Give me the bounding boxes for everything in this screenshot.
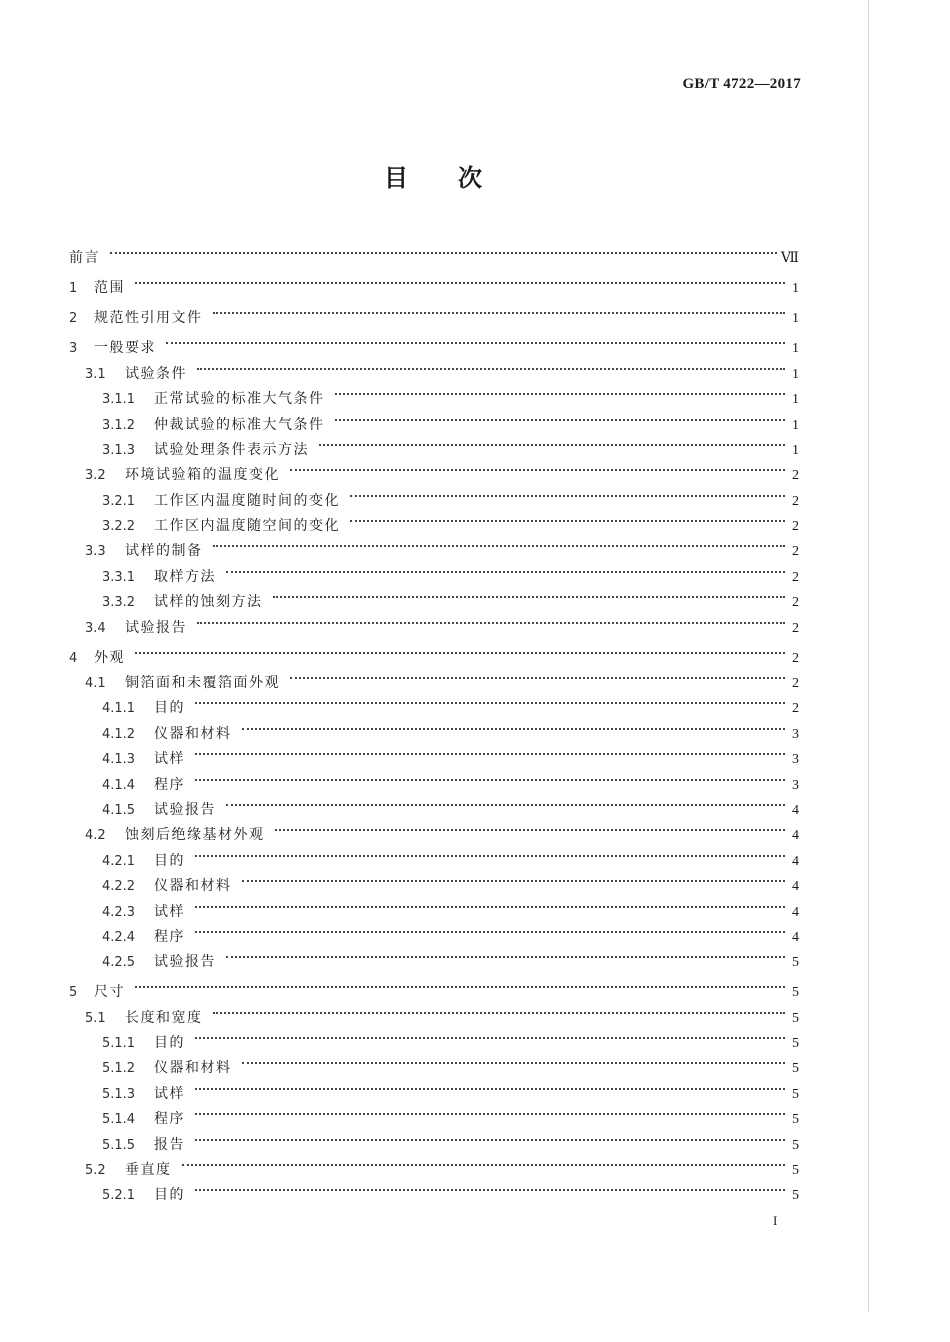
toc-entry[interactable] (69, 1174, 799, 1204)
toc-entry-label: 工作区内温度随空间的变化 (154, 518, 340, 535)
toc-entry-number: 3.1.3 (102, 442, 136, 458)
toc-entry-page: 5 (792, 1036, 799, 1052)
toc-entry-number: 4.1.3 (102, 752, 136, 768)
toc-dot-leader (191, 738, 789, 763)
toc-entry[interactable] (69, 636, 799, 666)
toc-title-right: 次 (458, 164, 484, 192)
toc-entry-label: 仪器和材料 (154, 1060, 232, 1077)
toc-entry-label: 试验报告 (125, 619, 187, 636)
toc-entry-number: 4.2.4 (102, 929, 136, 945)
toc-entry-label: 试验报告 (154, 954, 216, 971)
toc-entry-page: 1 (792, 366, 799, 382)
toc-dot-leader (238, 1047, 790, 1072)
toc-entry-page: 2 (792, 650, 799, 666)
toc-entry-label: 规范性引用文件 (94, 310, 203, 327)
toc-entry-number: 5.1.1 (102, 1036, 136, 1052)
toc-entry-page: 5 (792, 1112, 799, 1128)
toc-entry-number: 4.1.1 (102, 701, 136, 717)
toc-dot-leader (331, 378, 790, 403)
toc-entry-page: 2 (792, 468, 799, 484)
toc-dot-leader (346, 479, 789, 504)
toc-entry-page: 5 (792, 1086, 799, 1102)
toc-entry-label: 铜箔面和未覆箔面外观 (125, 675, 280, 692)
toc-entry-number: 5.2.1 (102, 1188, 136, 1204)
toc-title (0, 158, 868, 193)
toc-entry-page: 2 (792, 676, 799, 692)
toc-entry-page: 2 (792, 569, 799, 585)
toc-dot-leader (346, 505, 789, 530)
toc-entry-page: 5 (792, 1137, 799, 1153)
toc-entry-number: 3.2.2 (102, 519, 136, 535)
toc-entry-page: 2 (792, 544, 799, 560)
toc-dot-leader (209, 530, 790, 555)
toc-entry-label: 试验报告 (154, 801, 216, 818)
toc-entry-number: 3.2.1 (102, 493, 136, 509)
toc-entry-number: 4.2.3 (102, 904, 136, 920)
toc-dot-leader (222, 789, 789, 814)
footer-page-number: I (773, 1213, 778, 1228)
toc-entry-page: 2 (792, 701, 799, 717)
toc-entry-number: 4.1.4 (102, 777, 136, 793)
toc-entry-label: 试样 (154, 1085, 185, 1102)
toc-dot-leader (222, 941, 789, 966)
toc-dot-leader (286, 454, 789, 479)
toc-entry-label: 长度和宽度 (125, 1009, 203, 1026)
toc-entry-page: 1 (792, 311, 799, 327)
toc-entry-number: 3.2 (85, 468, 106, 484)
toc-dot-leader (238, 712, 790, 737)
toc-entry-label: 仲裁试验的标准大气条件 (154, 416, 325, 433)
toc-entry[interactable] (69, 352, 799, 382)
toc-entry-number: 4.1 (85, 676, 106, 692)
toc-entry-label: 试样 (154, 903, 185, 920)
toc-entry-number: 3.3 (85, 544, 106, 560)
toc-dot-leader (191, 1072, 789, 1097)
toc-entry-number: 4.2 (85, 828, 106, 844)
toc-dot-leader (269, 581, 790, 606)
toc-entry-label: 程序 (154, 1111, 185, 1128)
toc-entry-page: 5 (792, 1163, 799, 1179)
toc-entry-label: 程序 (154, 928, 185, 945)
toc-entry-page: 4 (792, 929, 799, 945)
toc-dot-leader (191, 763, 789, 788)
toc-dot-leader (191, 1098, 789, 1123)
toc-dot-leader (191, 916, 789, 941)
toc-entry-page: 2 (792, 620, 799, 636)
toc-entry-page: 5 (792, 1188, 799, 1204)
toc-entry-label: 目的 (154, 1187, 185, 1204)
toc-entry-number: 5.1.4 (102, 1112, 136, 1128)
toc-entry-label: 前言 (69, 250, 100, 267)
toc-entry-page: 5 (792, 1061, 799, 1077)
toc-entry-label: 目的 (154, 852, 185, 869)
toc-dot-leader (191, 687, 789, 712)
toc-entry-number: 3.1 (85, 366, 106, 382)
toc-entry[interactable] (69, 1149, 799, 1179)
toc-entry-page: 1 (792, 341, 799, 357)
toc-entry-number: 4.1.5 (102, 802, 136, 818)
toc-entry-page: 4 (792, 879, 799, 895)
standard-code-header: GB/T 4722—2017 (682, 76, 801, 92)
toc-entry-page: 5 (792, 985, 799, 1001)
toc-entry[interactable] (69, 996, 799, 1026)
toc-dot-leader (131, 971, 789, 996)
toc-entry-page: 4 (792, 904, 799, 920)
toc-entry[interactable] (69, 971, 799, 1001)
toc-entry-page: 1 (792, 442, 799, 458)
toc-dot-leader (209, 297, 790, 322)
toc-dot-leader (331, 403, 790, 428)
toc-dot-leader (131, 267, 789, 292)
toc-entry-page: 3 (792, 752, 799, 768)
toc-dot-leader (315, 429, 789, 454)
toc-entry-page: 5 (792, 1010, 799, 1026)
toc-dot-leader (238, 865, 790, 890)
toc-dot-leader (191, 1123, 789, 1148)
toc-entry-label: 环境试验箱的温度变化 (125, 467, 280, 484)
toc-entry-label: 垂直度 (125, 1162, 172, 1179)
toc-entry-page: 4 (792, 802, 799, 818)
toc-entry-label: 一般要求 (94, 340, 156, 357)
toc-entry-page: 1 (792, 281, 799, 297)
toc-entry[interactable] (69, 327, 799, 357)
toc-dot-leader (178, 1149, 790, 1174)
toc-entry-number: 4.2.2 (102, 879, 136, 895)
toc-dot-leader (191, 1174, 789, 1199)
toc-entry-page: Ⅶ (780, 251, 799, 267)
toc-entry[interactable] (69, 297, 799, 327)
toc-entry-number: 4.2.5 (102, 955, 136, 971)
toc-entry-label: 试样的蚀刻方法 (154, 594, 263, 611)
toc-entry-number: 1 (69, 281, 78, 297)
toc-entry-number: 2 (69, 311, 78, 327)
toc-entry-label: 试样的制备 (125, 543, 203, 560)
toc-entry-number: 5.1.3 (102, 1086, 136, 1102)
page-edge-divider (868, 0, 869, 1312)
toc-entry-number: 3.3.1 (102, 569, 136, 585)
toc-entry-label: 正常试验的标准大气条件 (154, 391, 325, 408)
toc-entry-label: 目的 (154, 700, 185, 717)
toc-entry-page: 3 (792, 726, 799, 742)
toc-entry-page: 5 (792, 955, 799, 971)
toc-entry-page: 3 (792, 777, 799, 793)
toc-entry-page: 1 (792, 417, 799, 433)
toc-entry-number: 5.1 (85, 1010, 106, 1026)
toc-dot-leader (106, 237, 781, 262)
toc-entry-label: 目的 (154, 1035, 185, 1052)
toc-entry[interactable] (69, 237, 799, 267)
toc-entry-page: 2 (792, 493, 799, 509)
toc-entry-label: 尺寸 (94, 984, 125, 1001)
toc-dot-leader (286, 662, 789, 687)
toc-entry-number: 3 (69, 341, 78, 357)
toc-dot-leader (271, 814, 790, 839)
toc-entry-number: 4.1.2 (102, 726, 136, 742)
toc-title-left: 目 (384, 164, 410, 192)
toc-entry[interactable] (69, 662, 799, 692)
toc-entry-number: 5.1.2 (102, 1061, 136, 1077)
toc-entry-number: 5.2 (85, 1163, 106, 1179)
toc-entry-label: 外观 (94, 649, 125, 666)
toc-entry-label: 蚀刻后绝缘基材外观 (125, 827, 265, 844)
toc-dot-leader (191, 1022, 789, 1047)
toc-dot-leader (209, 996, 790, 1021)
table-of-contents (69, 237, 799, 1204)
toc-entry-number: 4.2.1 (102, 853, 136, 869)
toc-entry-page: 2 (792, 595, 799, 611)
toc-entry-number: 3.1.1 (102, 392, 136, 408)
toc-entry-number: 5.1.5 (102, 1137, 136, 1153)
toc-entry-label: 试验条件 (125, 365, 187, 382)
toc-entry-label: 仪器和材料 (154, 878, 232, 895)
toc-entry-label: 报告 (154, 1136, 185, 1153)
toc-entry-label: 程序 (154, 776, 185, 793)
toc-entry-label: 仪器和材料 (154, 725, 232, 742)
toc-dot-leader (193, 606, 789, 631)
toc-entry-page: 4 (792, 853, 799, 869)
toc-entry-label: 取样方法 (154, 568, 216, 585)
toc-dot-leader (191, 890, 789, 915)
toc-dot-leader (222, 555, 789, 580)
toc-entry-page: 2 (792, 519, 799, 535)
toc-entry-label: 试验处理条件表示方法 (154, 441, 309, 458)
toc-entry-number: 3.1.2 (102, 417, 136, 433)
toc-entry-number: 4 (69, 650, 78, 666)
toc-entry-label: 试样 (154, 751, 185, 768)
toc-entry-label: 范围 (94, 280, 125, 297)
toc-dot-leader (191, 839, 789, 864)
toc-dot-leader (131, 636, 789, 661)
toc-entry[interactable] (69, 267, 799, 297)
toc-entry-number: 5 (69, 985, 78, 1001)
toc-dot-leader (162, 327, 789, 352)
toc-entry-page: 1 (792, 392, 799, 408)
toc-entry-page: 4 (792, 828, 799, 844)
toc-entry-label: 工作区内温度随时间的变化 (154, 492, 340, 509)
toc-dot-leader (193, 352, 789, 377)
toc-entry-number: 3.3.2 (102, 595, 136, 611)
toc-entry-number: 3.4 (85, 620, 106, 636)
